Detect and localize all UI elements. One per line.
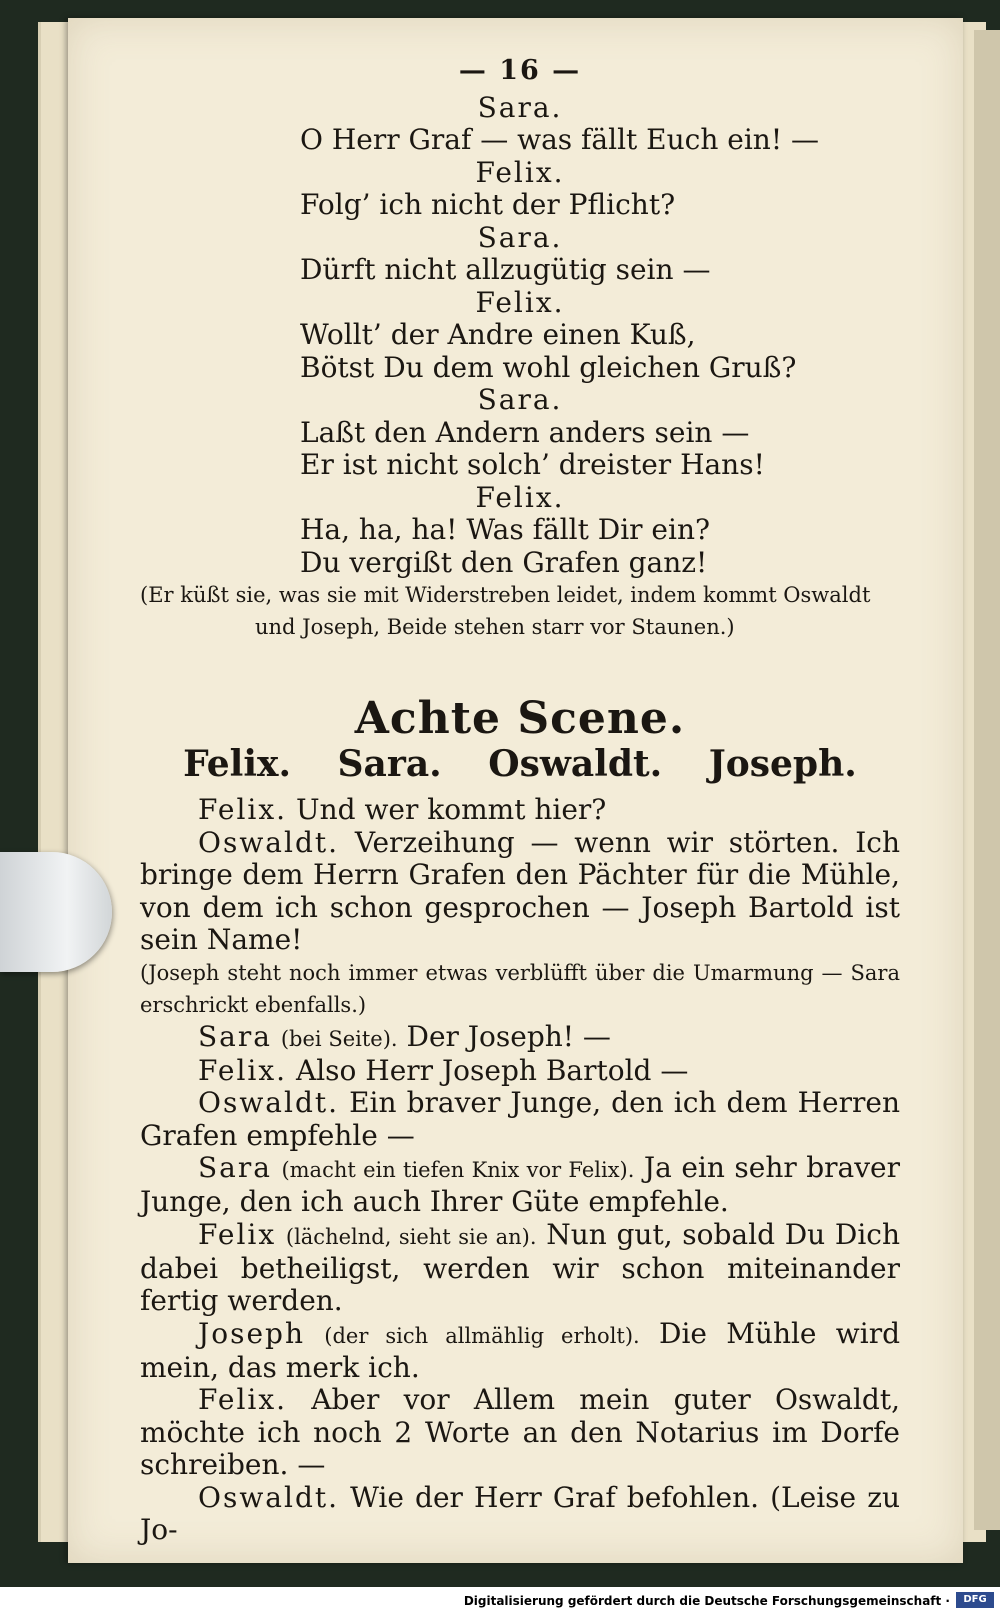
dialogue-text: Ein braver Junge, den ich dem Herren Grafen empfehle — (140, 1086, 900, 1152)
dialogue-text: Und wer kommt hier? (295, 793, 607, 826)
speaker-name: Oswaldt. (198, 1480, 340, 1514)
dialogue-paragraph (140, 827, 900, 957)
speaker-name: Joseph (198, 1316, 305, 1350)
speaker-heading: Felix. (475, 480, 565, 514)
aside-text: (der sich allmählig erholt). (324, 1323, 640, 1348)
dialogue-paragraph (140, 1055, 900, 1088)
speaker-heading: Sara. (477, 220, 563, 254)
verse-line: Ha, ha, ha! Was fällt Dir ein? (300, 513, 711, 546)
speaker-heading: Sara. (477, 90, 563, 124)
dialogue-paragraph (140, 1384, 900, 1482)
speaker-name: Sara (198, 1019, 272, 1053)
speaker-name: Felix. (198, 793, 288, 826)
page-text (140, 55, 900, 1547)
speaker-heading: Felix. (475, 285, 565, 319)
stage-direction: (Joseph steht noch immer etwas verblüfft über die Umarmung — Sara erschrickt ebenfalls.) (140, 960, 900, 1017)
dialogue-text: Verzeihung — wenn wir störten. Ich bringe dem Herrn Grafen den Pächter für die Mühle, von dem ich schon gesprochen — Joseph Bartold ist sein Name! (140, 825, 900, 956)
page-number: — 16 — (458, 55, 582, 86)
speaker-name: Felix (198, 1217, 277, 1251)
dialogue-paragraph (140, 794, 900, 827)
verse-line: Dürft nicht allzugütig sein — (300, 253, 711, 286)
stage-direction: und Joseph, Beide stehen starr vor Staunen.) (255, 615, 735, 639)
scene-title: Achte Scene. (354, 693, 686, 744)
footer-credit: Digitalisierung gefördert durch die Deutsche Forschungsgemeinschaft · (463, 1594, 950, 1608)
speaker-name: Oswaldt. (198, 1086, 340, 1119)
dialogue-text: Der Joseph! — (406, 1019, 611, 1053)
dialogue-paragraph (140, 1152, 900, 1219)
aside-text: (macht ein tiefen Knix vor Felix). (281, 1158, 635, 1182)
verse-line: O Herr Graf — was fällt Euch ein! — (300, 123, 819, 156)
dialogue-text: Ja ein sehr braver Junge, den ich auch Ihrer Güte empfehle. (140, 1151, 900, 1218)
verse-line: Laßt den Andern anders sein — (300, 415, 750, 449)
speaker-name: Sara (198, 1151, 272, 1184)
dialogue-text: Aber vor Allem mein guter Oswaldt, möchte ich noch 2 Worte an den Notarius im Dorfe schreiben. — (140, 1383, 900, 1481)
speaker-name: Felix. (198, 1053, 288, 1087)
dialogue-text: Wie der Herr Graf befohlen. (Leise zu Jo- (140, 1480, 900, 1546)
verse-block (140, 92, 900, 580)
verse-line: Er ist nicht solch’ dreister Hans! (300, 448, 765, 481)
aside-text: (bei Seite). (280, 1026, 398, 1051)
speaker-heading: Sara. (477, 383, 563, 416)
dialogue-paragraph (140, 1087, 900, 1152)
page-edge (974, 30, 1000, 1530)
dialogue-paragraph (140, 1318, 900, 1385)
footer-bar (0, 1587, 1000, 1615)
verse-line: Folg’ ich nicht der Pflicht? (300, 188, 676, 221)
dialogue-text: Die Mühle wird mein, das merk ich. (140, 1316, 900, 1384)
speaker-name: Oswaldt. (198, 825, 340, 859)
speaker-name: Felix. (198, 1383, 288, 1416)
speaker-heading: Felix. (475, 155, 565, 189)
verse-line: Wollt’ der Andre einen Kuß, (300, 318, 696, 351)
dialogue-paragraph (140, 1021, 900, 1055)
dfg-logo-icon: DFG (956, 1592, 994, 1608)
cast-list: Felix. Sara. Oswaldt. Joseph. (183, 742, 857, 785)
aside-text: (lächelnd, sieht sie an). (285, 1224, 537, 1249)
verse-line: Du vergißt den Grafen ganz! (300, 545, 708, 579)
dialogue-text: Nun gut, sobald Du Dich dabei betheiligst, werden wir schon miteinander fertig werden. (140, 1217, 901, 1317)
verse-line: Bötst Du dem wohl gleichen Gruß? (300, 350, 797, 384)
dialogue-paragraph (140, 1219, 900, 1318)
stage-direction: (Er küßt sie, was sie mit Widerstreben leidet, indem kommt Oswaldt (140, 583, 871, 607)
dialogue-paragraph (140, 1482, 900, 1547)
dialogue-text: Also Herr Joseph Bartold — (295, 1053, 689, 1087)
